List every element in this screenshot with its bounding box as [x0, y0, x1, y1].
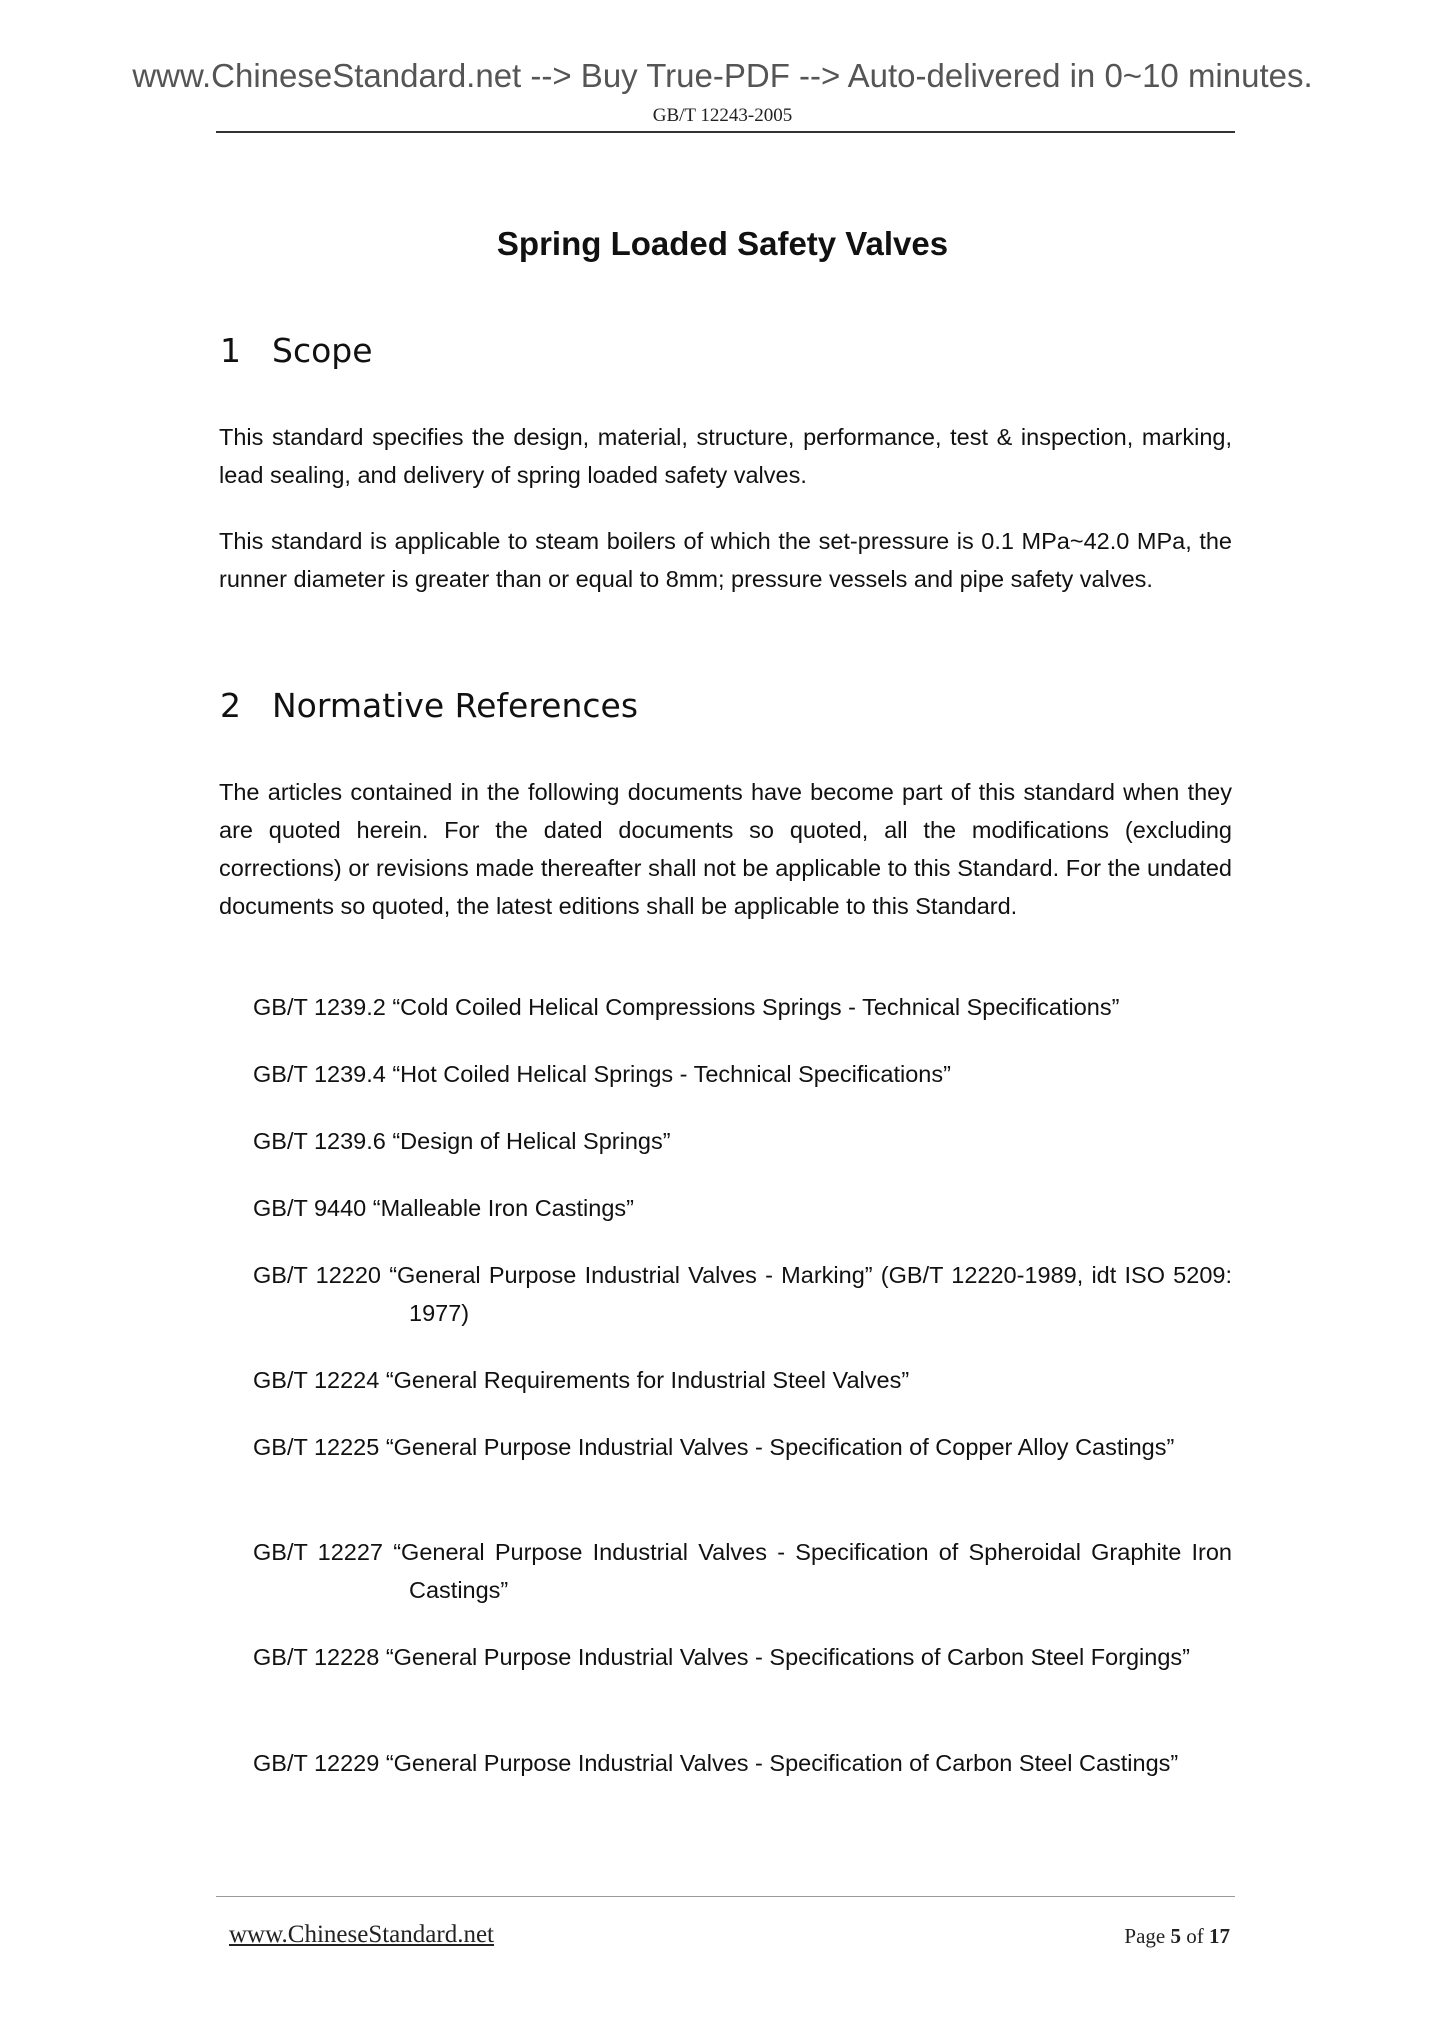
- document-title: Spring Loaded Safety Valves: [496, 225, 949, 262]
- reference-item: GB/T 12220 “General Purpose Industrial Valves - Marking” (GB/T 12220-1989, idt ISO 5209: 1977): [253, 1262, 1232, 1326]
- footer-site-link[interactable]: www.ChineseStandard.net: [229, 1921, 494, 1948]
- page-indicator: [1124, 1922, 1230, 1950]
- references-intro-paragraph: The articles contained in the following documents have become part of this standard when they are quoted herein. For the dated documents so quoted, all the modifications (excluding corrections) or revisions made thereafter shall not be applicable to this Standard. For the undated documents so quoted, the latest editions shall be applicable to this Standard.: [219, 779, 1232, 919]
- reference-item: GB/T 12229 “General Purpose Industrial Valves - Specification of Carbon Steel Castings”: [253, 1750, 1179, 1776]
- section-heading-normative-references: [220, 684, 638, 728]
- reference-item: GB/T 1239.6 “Design of Helical Springs”: [253, 1128, 671, 1154]
- header-divider: [216, 131, 1235, 133]
- reference-item: GB/T 9440 “Malleable Iron Castings”: [253, 1195, 634, 1221]
- section-heading-scope: [220, 329, 373, 373]
- page-label: Page: [1124, 1924, 1166, 1948]
- footer-divider: [216, 1896, 1235, 1897]
- page-current: 5: [1170, 1924, 1181, 1948]
- standard-code: GB/T 12243-2005: [652, 105, 793, 126]
- reference-item: GB/T 12228 “General Purpose Industrial Valves - Specifications of Carbon Steel Forgings”: [253, 1644, 1190, 1670]
- scope-paragraph: This standard is applicable to steam boilers of which the set-pressure is 0.1 MPa~42.0 MPa, the runner diameter is greater than or equal to 8mm; pressure vessels and pipe safety valves.: [219, 528, 1232, 592]
- section-number: 2: [220, 686, 241, 725]
- section-title: Normative References: [272, 686, 639, 725]
- scope-paragraph: This standard specifies the design, material, structure, performance, test & inspection, marking, lead sealing, and delivery of spring loaded safety valves.: [219, 424, 1232, 488]
- reference-item: GB/T 1239.2 “Cold Coiled Helical Compressions Springs - Technical Specifications”: [253, 994, 1120, 1020]
- section-number: 1: [220, 331, 241, 370]
- reference-item: GB/T 12227 “General Purpose Industrial Valves - Specification of Spheroidal Graphite Iron Castings”: [253, 1539, 1232, 1603]
- reference-item: GB/T 12224 “General Requirements for Industrial Steel Valves”: [253, 1367, 910, 1393]
- page-total: 17: [1209, 1924, 1230, 1948]
- header-banner: www.ChineseStandard.net --> Buy True-PDF --> Auto-delivered in 0~10 minutes.: [132, 57, 1313, 94]
- page-of: of: [1186, 1924, 1204, 1948]
- reference-item: GB/T 1239.4 “Hot Coiled Helical Springs - Technical Specifications”: [253, 1061, 951, 1087]
- reference-item: GB/T 12225 “General Purpose Industrial Valves - Specification of Copper Alloy Castings”: [253, 1434, 1175, 1460]
- section-title: Scope: [272, 331, 373, 370]
